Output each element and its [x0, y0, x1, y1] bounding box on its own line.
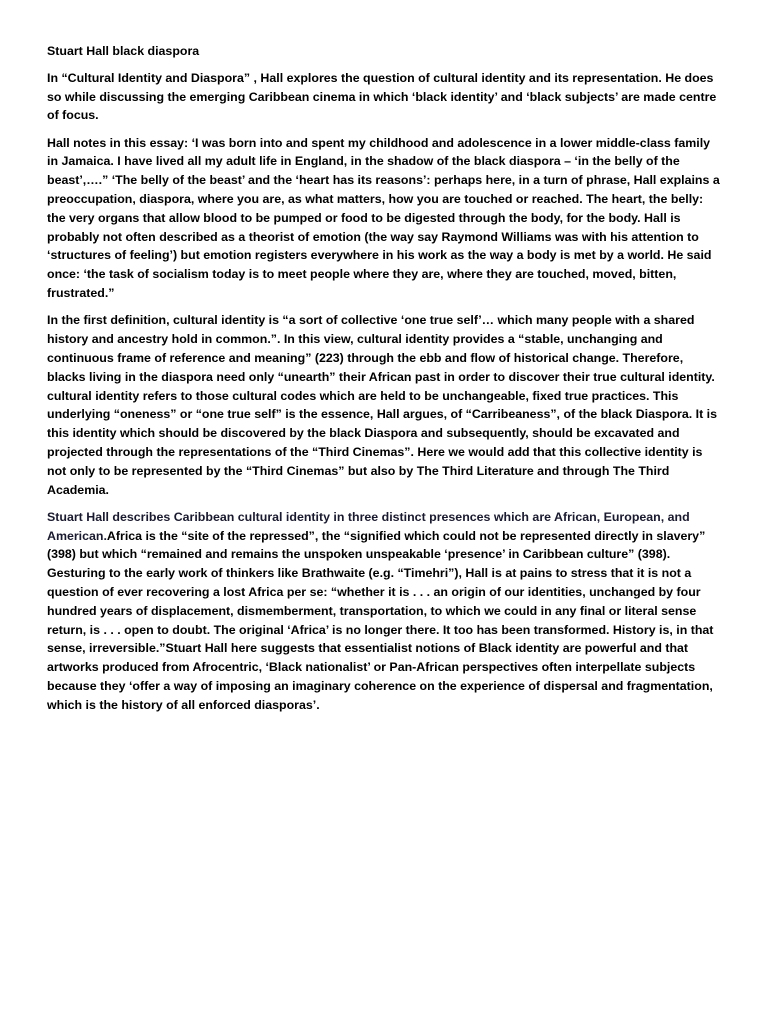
document-title: Stuart Hall black diaspora — [47, 44, 200, 58]
paragraph-intro: In “Cultural Identity and Diaspora” , Hall explores the question of cultural identity and its representation. He does so while discussing the emerging Caribbean cinema in which ‘black identity’ and ‘black subjects’ are made centre of focus. — [47, 70, 717, 123]
paragraph-hall-notes: Hall notes in this essay: ‘I was born into and spent my childhood and adolescence in a lower middle-class family in Jamaica. I have lived all my adult life in England, in the shadow of the black diaspora – ‘in the belly of the beast’,….” ‘The belly of the beast’ and the ‘heart has its reasons’: perhaps here, in a turn of phrase, Hall explains a preoccupation, diaspora, where you are, as what matters, how you are touched or reached. The heart, the belly: the very organs that allow blood to be pumped or food to be digested through the body, for the body. Hall is probably not often described as a theorist of emotion (the way say Raymond Williams was with his attention to ‘structures of feeling’) but emotion registers everywhere in his work as the way a body is met by a world. He said once: ‘the task of socialism today is to meet people where they are, where they are touched, moved, bitten, frustrated.” — [47, 135, 720, 301]
document-page — [47, 42, 723, 723]
paragraph-first-definition: In the first definition, cultural identity is “a sort of collective ‘one true self’… which many people with a shared history and ancestry hold in common.”. In this view, cultural identity provides a “stable, unchanging and continuous frame of reference and meaning” (223) through the ebb and flow of historical change. Therefore, blacks living in the diaspora need only “unearth” their African past in order to discover their true cultural identity. cultural identity refers to those cultural codes which are held to be unchangeable, fixed true practices. This underlying “oneness” or “one true self” is the essence, Hall argues, of “Carribeaness”, of the black Diaspora. It is this identity which should be discovered by the black Diaspora and subsequently, should be excavated and projected through the representations of the “Third Cinemas”. Here we would add that this collective identity is not only to be represented by the “Third Cinemas” but also by The Third Literature and through The Third Academia. — [47, 313, 717, 497]
paragraph-presences-rest: Africa is the “site of the repressed”, the “signified which could not be represented directly in slavery” (398) but which “remained and remains the unspoken unspeakable ‘presence’ in Caribbean culture” (398). Gesturing to the early work of thinkers like Brathwaite (e.g. “Timehri”), Hall is at pains to stress that it is not a question of ever recovering a lost Africa per se: “whether it is . . . an origin of our identities, unchanged by four hundred years of displacement, dismemberment, transportation, to which we could in any final or literal sense return, is . . . open to doubt. The original ‘Africa’ is no longer there. It too has been transformed. History is, in that sense, irreversible.”Stuart Hall here suggests that essentialist notions of Black identity are powerful and that artworks produced from Afrocentric, ‘Black nationalist’ or Pan-African perspectives often interpellate subjects because they ‘offer a way of imposing an imaginary coherence on the experience of dispersal and fragmentation, which is the history of all enforced diasporas’. — [47, 528, 714, 712]
paragraph-presences — [47, 508, 723, 715]
paragraph-presences-lead: Stuart Hall describes Caribbean cultural identity in three distinct presences which are African, European, and American. — [47, 509, 690, 543]
